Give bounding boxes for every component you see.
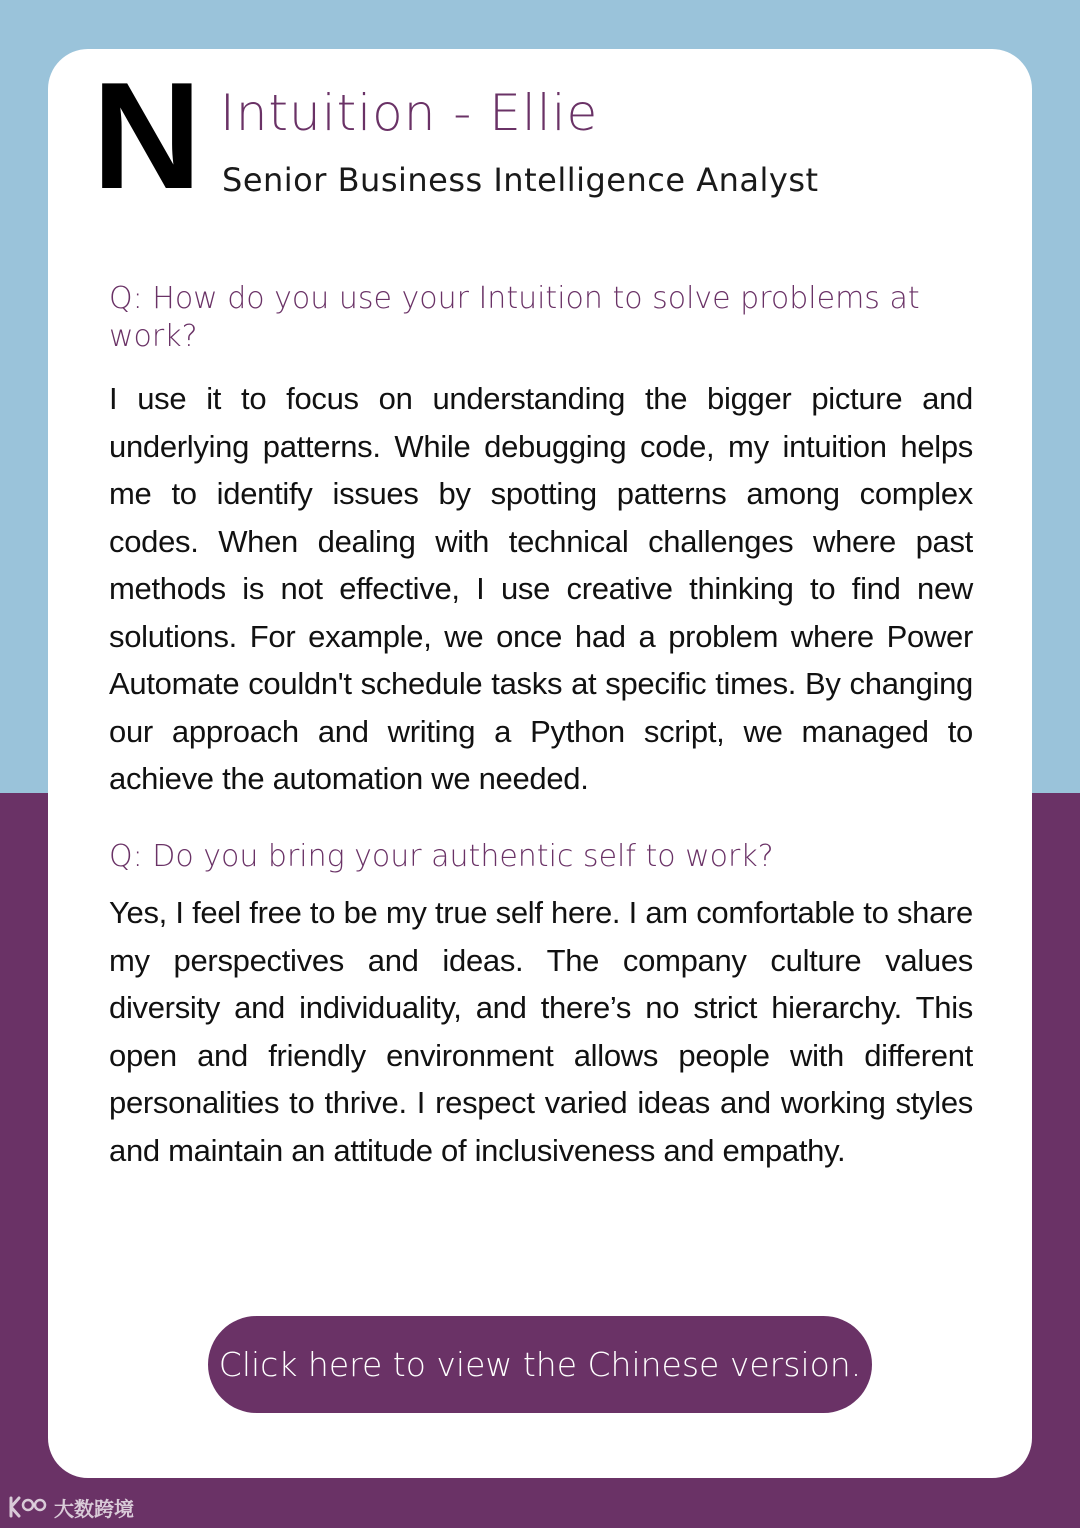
- page-title: Intuition - Ellie: [220, 84, 599, 142]
- personality-letter: N: [92, 51, 202, 221]
- job-title: Senior Business Intelligence Analyst: [222, 161, 819, 199]
- watermark-text: 大数跨境: [54, 1496, 134, 1521]
- question-2: Q: Do you bring your authentic self to work?: [109, 839, 774, 874]
- answer-2: Yes, I feel free to be my true self here. I am comfortable to share my perspectives and ideas. The company culture values diversity and individuality, and there’s no strict hierarchy. This open and friendly environment allows people with different personalities to thrive. I respect varied ideas and working styles and maintain an attitude of inclusiveness and empathy.: [109, 895, 973, 1168]
- answer-1: I use it to focus on understanding the bigger picture and underlying patterns. While debugging code, my intuition helps me to identify issues by spotting patterns among complex codes. When dealing with technical challenges where past methods is not effective, I use creative thinking to find new solutions. For example, we once had a problem where Power Automate couldn't schedule tasks at specific times. By changing our approach and writing a Python script, we managed to achieve the automation we needed.: [109, 381, 973, 796]
- question-1: Q: How do you use your Intuition to solve problems at work?: [109, 281, 920, 354]
- watermark: [8, 1490, 134, 1524]
- brand-logo-icon: [8, 1494, 48, 1520]
- view-chinese-version-button[interactable]: Click here to view the Chinese version.: [208, 1316, 872, 1413]
